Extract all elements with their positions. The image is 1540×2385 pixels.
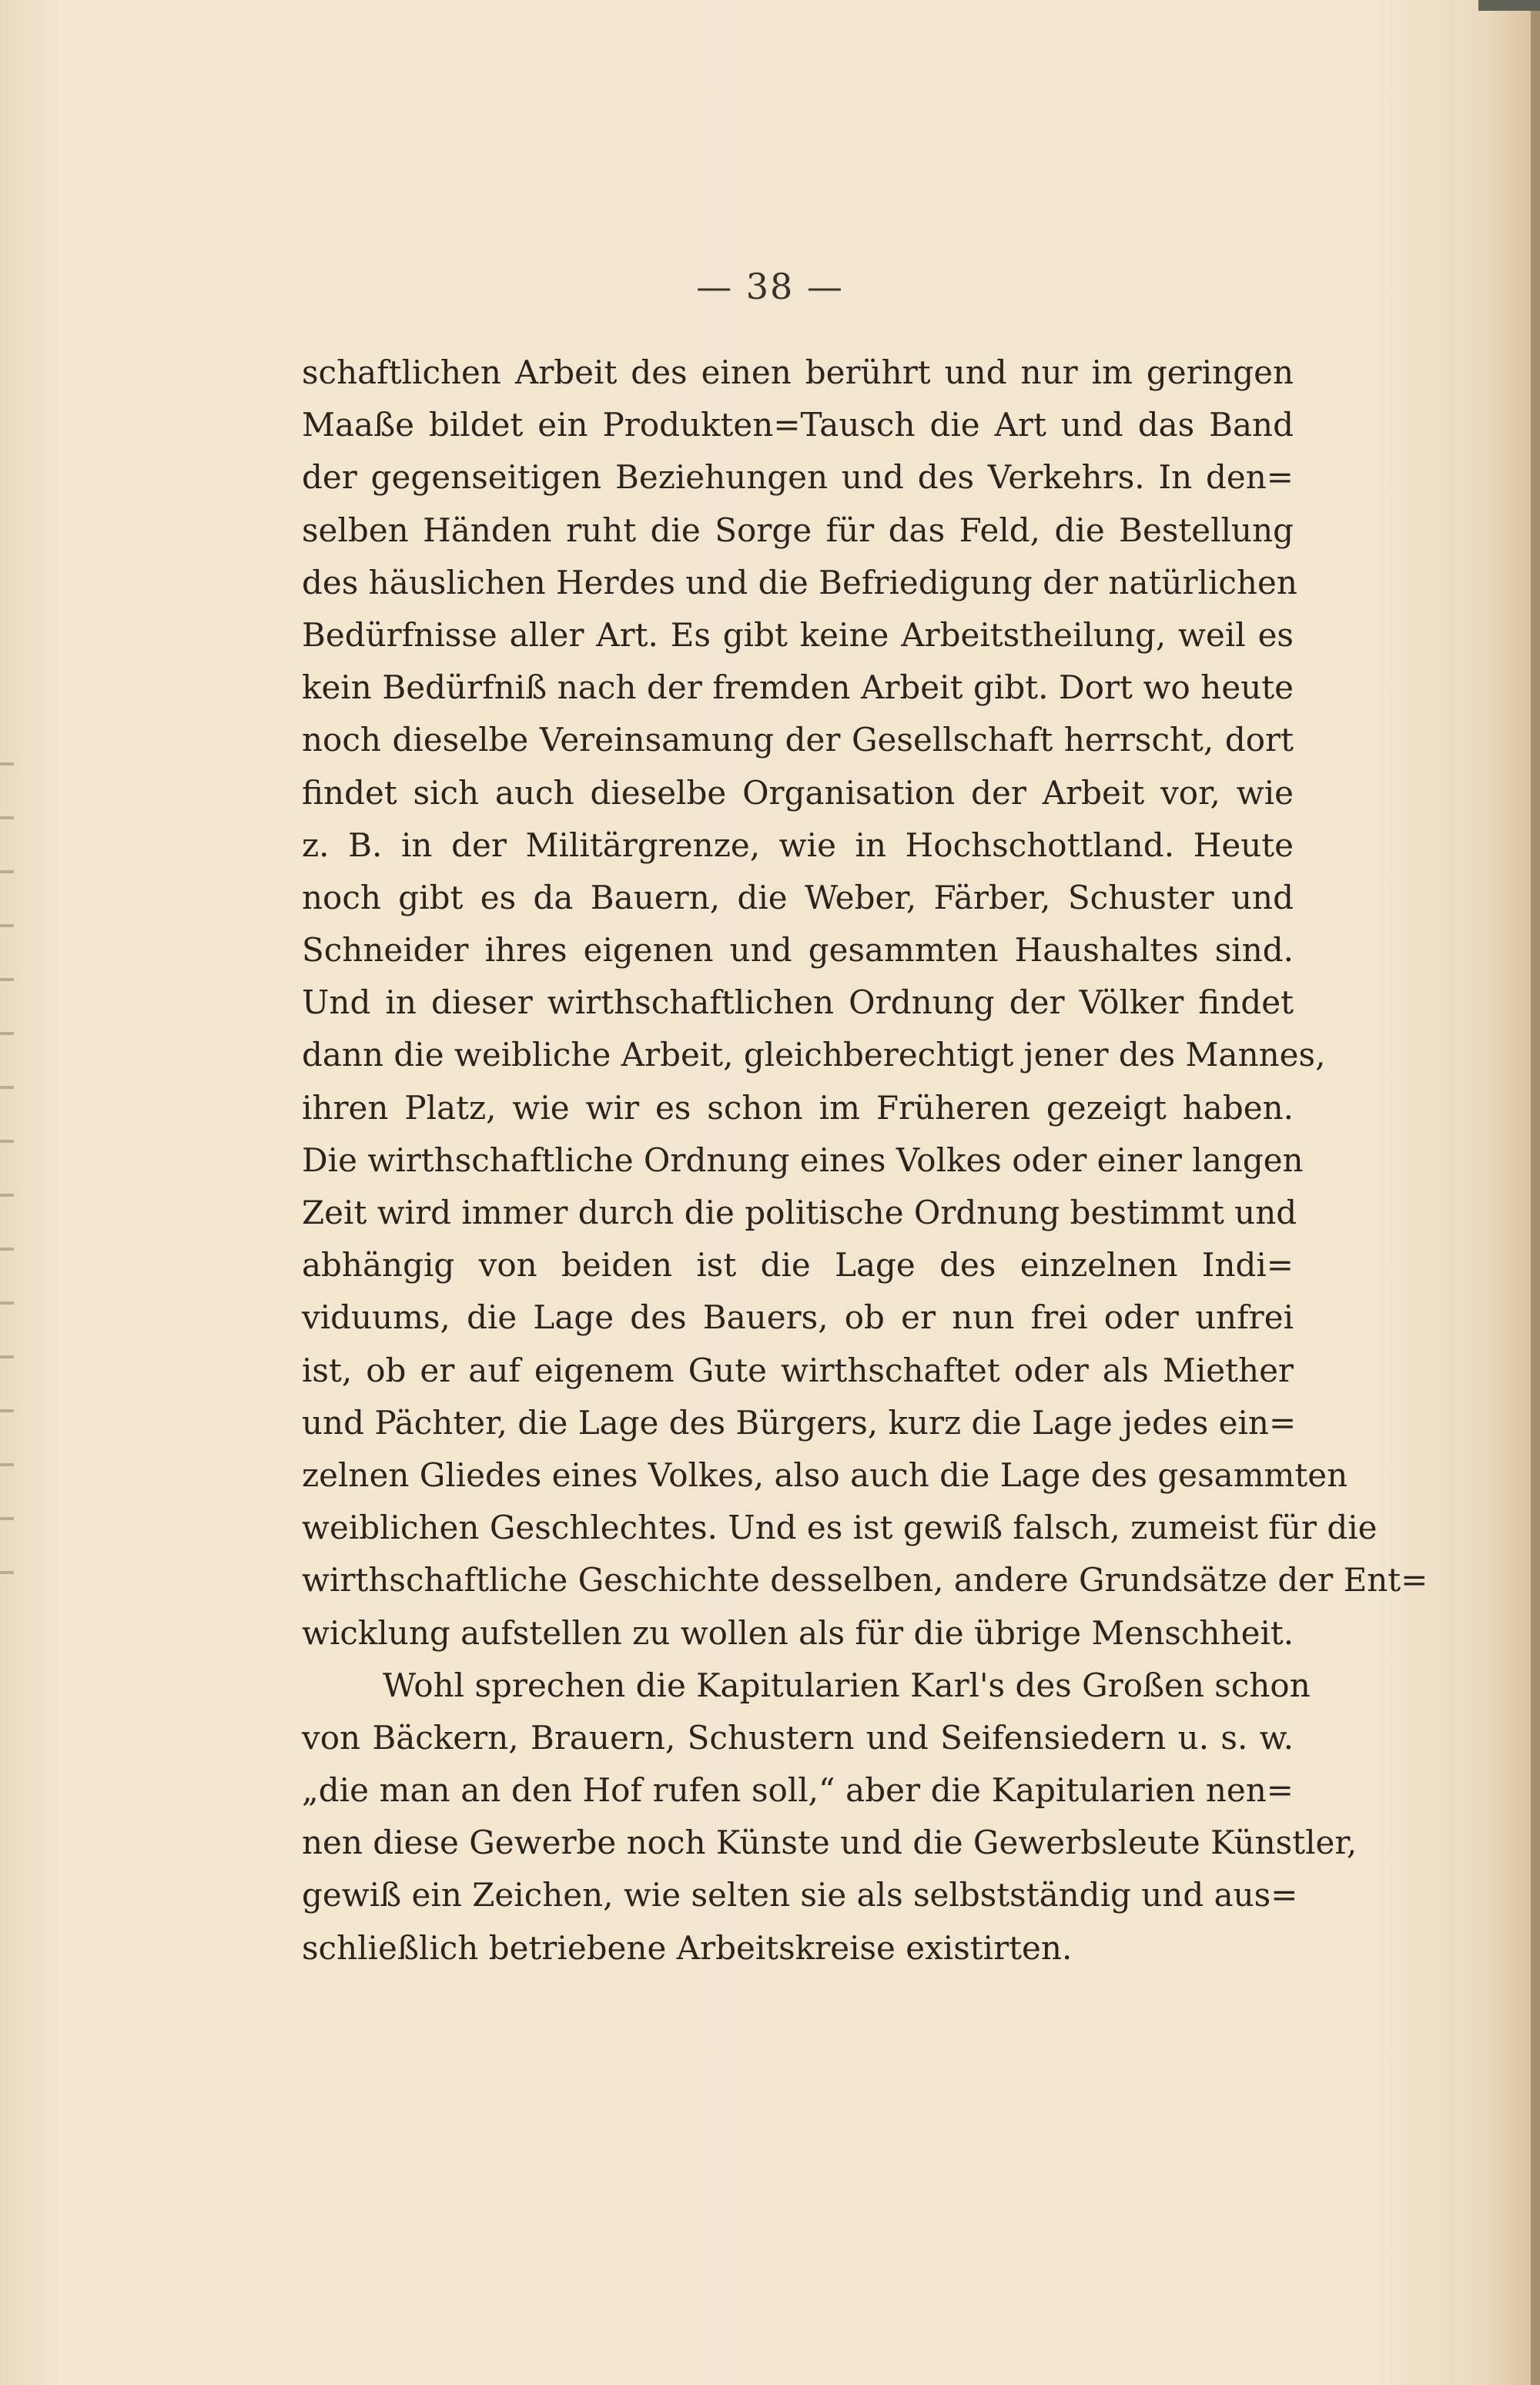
text-line: „die man an den Hof rufen soll,“ aber die Kapitularien nen= — [302, 1771, 1294, 1810]
text-line: viduums, die Lage des Bauers, ob er nun frei oder unfrei — [302, 1298, 1294, 1337]
page-number: — 38 — — [696, 266, 844, 307]
text-line: des häuslichen Herdes und die Befriedigung der natürlichen — [302, 563, 1297, 601]
body-text — [302, 347, 1428, 1975]
text-line: zelnen Gliedes eines Volkes, also auch die Lage des gesammten — [302, 1455, 1348, 1494]
text-line: Zeit wird immer durch die politische Ordnung bestimmt und — [302, 1194, 1297, 1231]
text-line: Wohl sprechen die Kapitularien Karl's des Großen schon — [383, 1666, 1311, 1704]
text-line: Die wirthschaftliche Ordnung eines Volkes oder einer langen — [302, 1141, 1304, 1179]
book-cover-edge — [1478, 0, 1540, 11]
text-line: noch dieselbe Vereinsamung der Gesellschaft herrscht, dort — [302, 721, 1294, 759]
text-line: Schneider ihres eigenen und gesammten Haushaltes sind. — [302, 931, 1294, 970]
text-line: der gegenseitigen Beziehungen und des Verkehrs. In den= — [302, 458, 1294, 497]
text-line: schließlich betriebene Arbeitskreise existirten. — [302, 1928, 1073, 1967]
page-edge — [1531, 11, 1540, 2385]
text-line: selben Händen ruht die Sorge für das Feld, die Bestellung — [302, 511, 1294, 549]
text-line: schaftlichen Arbeit des einen berührt und nur im geringen — [302, 353, 1294, 391]
text-line: wicklung aufstellen zu wollen als für die übrige Menschheit. — [302, 1613, 1294, 1652]
text-line: noch gibt es da Bauern, die Weber, Färber, Schuster und — [302, 878, 1294, 916]
text-line: von Bäckern, Brauern, Schustern und Seifensiedern u. s. w. — [302, 1718, 1294, 1757]
text-line: Bedürfnisse aller Art. Es gibt keine Arbeitstheilung, weil es — [302, 615, 1294, 654]
bleed-through-marks — [0, 732, 14, 1579]
text-line: dann die weibliche Arbeit, gleichberechtigt jener des Mannes, — [302, 1036, 1326, 1074]
text-line: findet sich auch dieselbe Organisation der Arbeit vor, wie — [302, 773, 1294, 812]
text-line: wirthschaftliche Geschichte desselben, andere Grundsätze der Ent= — [302, 1561, 1428, 1599]
text-line: Maaße bildet ein Produkten=Tausch die Art und das Band — [302, 406, 1294, 444]
text-line: Und in dieser wirthschaftlichen Ordnung der Völker findet — [302, 983, 1294, 1022]
text-line: nen diese Gewerbe noch Künste und die Gewerbsleute Künstler, — [302, 1824, 1358, 1862]
text-line: ist, ob er auf eigenem Gute wirthschaftet oder als Miether — [302, 1351, 1294, 1389]
text-line: kein Bedürfniß nach der fremden Arbeit gibt. Dort wo heute — [302, 668, 1294, 707]
text-line: z. B. in der Militärgrenze, wie in Hochschottland. Heute — [302, 826, 1294, 864]
text-line: abhängig von beiden ist die Lage des einzelnen Indi= — [302, 1246, 1294, 1285]
text-line: gewiß ein Zeichen, wie selten sie als selbstständig und aus= — [302, 1876, 1298, 1914]
text-line: und Pächter, die Lage des Bürgers, kurz die Lage jedes ein= — [302, 1403, 1297, 1442]
text-line: ihren Platz, wie wir es schon im Früheren gezeigt haben. — [302, 1088, 1294, 1127]
text-line: weiblichen Geschlechtes. Und es ist gewiß falsch, zumeist für die — [302, 1509, 1378, 1547]
